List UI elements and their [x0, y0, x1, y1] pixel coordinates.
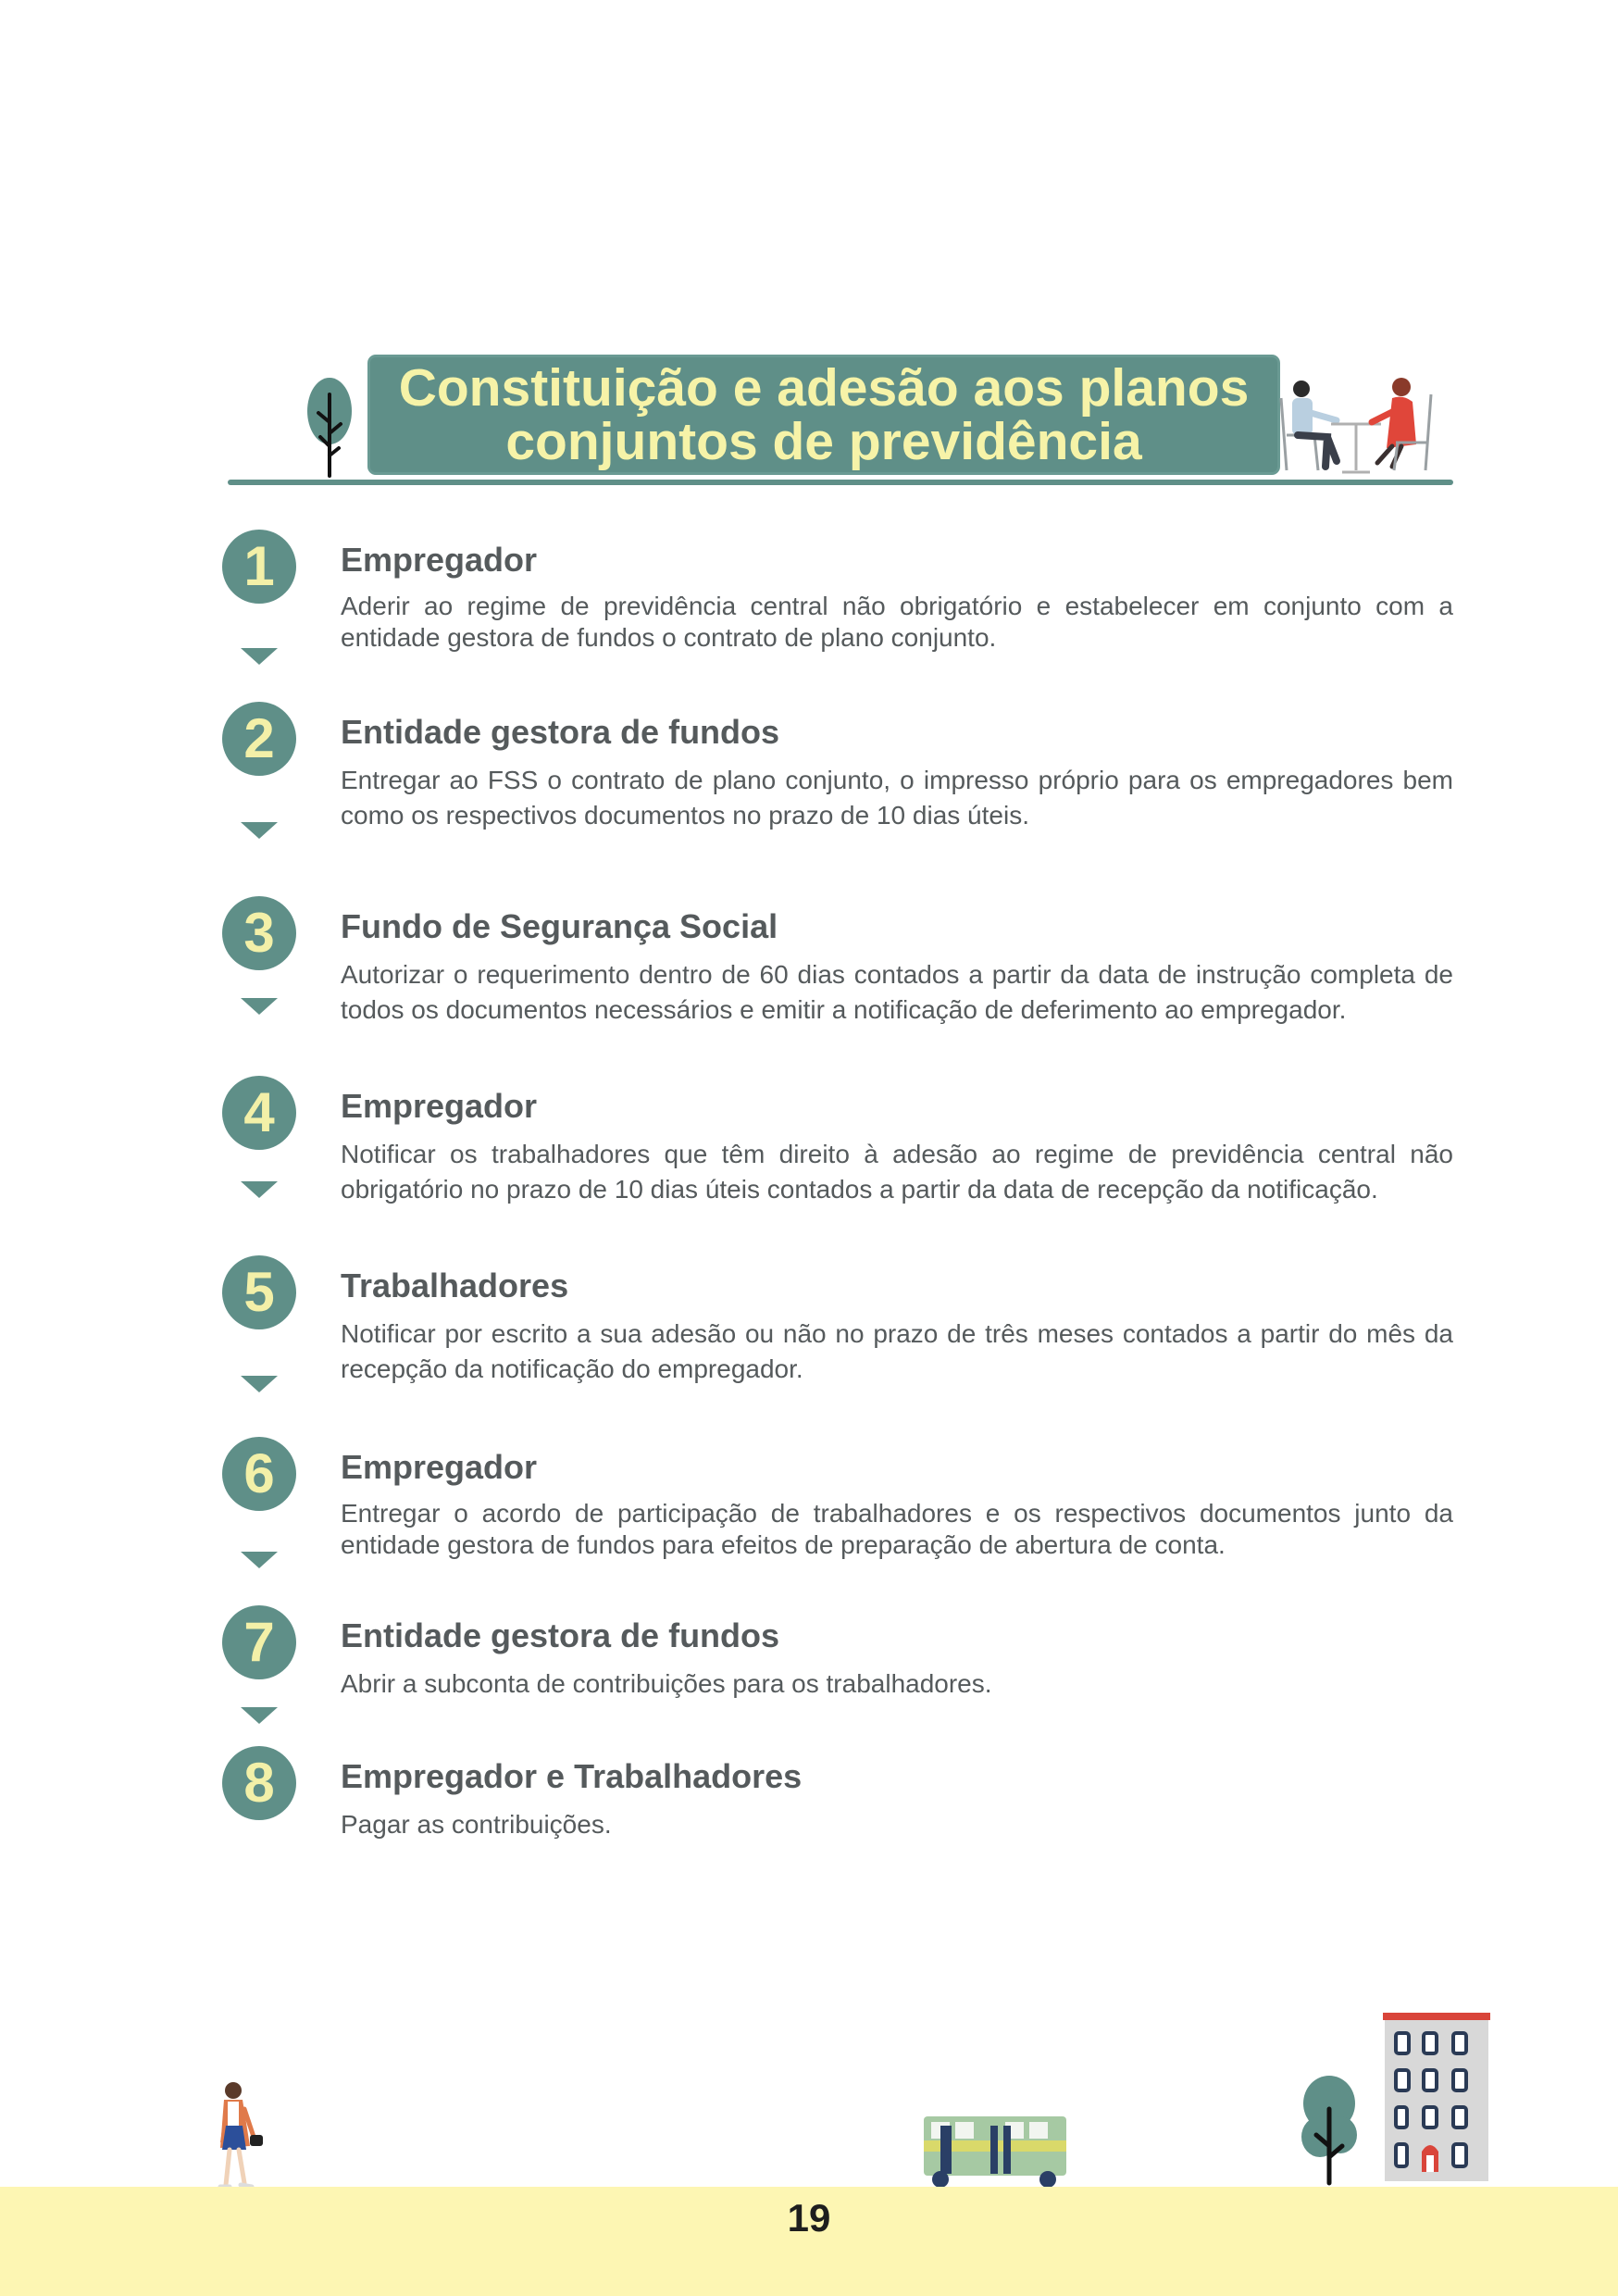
- page-title-line-1: Constituição e adesão aos planos: [398, 358, 1250, 418]
- step-number-badge: 4: [222, 1076, 296, 1150]
- step-description: Autorizar o requerimento dentro de 60 dias contados a partir da data de instrução completa de todos os documentos necessários e emitir a notificação de deferimento ao empregador.: [341, 960, 1453, 1024]
- step-description: Notificar os trabalhadores que têm direito à adesão ao regime de previdência central não obrigatório no prazo de 10 dias úteis contados a partir da data de recepção da notificação.: [341, 1140, 1453, 1204]
- step-description: Entregar o acordo de participação de trabalhadores e os respectivos documentos junto da entidade gestora de fundos para efeitos de preparação de abertura de conta.: [341, 1499, 1453, 1559]
- cafe-people-illustration: [1277, 370, 1444, 481]
- step-description: Entregar ao FSS o contrato de plano conjunto, o impresso próprio para os empregadores bem como os respectivos documentos no prazo de 10 dias úteis.: [341, 766, 1453, 830]
- walking-woman-illustration: [202, 2081, 276, 2196]
- banner-underline: [228, 480, 1453, 485]
- page-number: 19: [787, 2196, 831, 2240]
- triangle-down-icon: [241, 1181, 278, 1198]
- step-description: Pagar as contribuições.: [341, 1810, 612, 1839]
- triangle-down-icon: [241, 1707, 278, 1724]
- step-description: Notificar por escrito a sua adesão ou não no prazo de três meses contados a partir do mês da recepção da notificação do empregador.: [341, 1319, 1453, 1383]
- triangle-down-icon: [241, 822, 278, 839]
- step-number-badge: 8: [222, 1746, 296, 1820]
- step-number-badge: 7: [222, 1605, 296, 1679]
- step-number-badge: 2: [222, 702, 296, 776]
- step-number-badge: 1: [222, 530, 296, 604]
- page-title: [370, 357, 1277, 472]
- step-description: Abrir a subconta de contribuições para os trabalhadores.: [341, 1669, 992, 1698]
- tree-icon: [1298, 2072, 1363, 2187]
- triangle-down-icon: [241, 648, 278, 665]
- step-title: Entidade gestora de fundos: [341, 1616, 780, 1654]
- triangle-down-icon: [241, 1552, 278, 1568]
- step-title: Empregador: [341, 541, 538, 579]
- step-title: Trabalhadores: [341, 1267, 569, 1304]
- step-number-badge: 6: [222, 1437, 296, 1511]
- triangle-down-icon: [241, 998, 278, 1015]
- step-description: Aderir ao regime de previdência central não obrigatório e estabelecer em conjunto com a entidade gestora de fundos o contrato de plano conjunto.: [341, 592, 1453, 652]
- tree-icon: [304, 376, 355, 480]
- step-number-badge: 3: [222, 896, 296, 970]
- step-title: Empregador: [341, 1087, 538, 1125]
- step-title: Entidade gestora de fundos: [341, 713, 780, 751]
- bus-illustration: [922, 2113, 1068, 2190]
- step-title: Empregador: [341, 1448, 538, 1486]
- title-banner-section: [222, 343, 1453, 491]
- step-number-badge: 5: [222, 1255, 296, 1329]
- building-illustration: [1379, 2009, 1494, 2185]
- step-title: Empregador e Trabalhadores: [341, 1757, 803, 1795]
- step-title: Fundo de Segurança Social: [341, 907, 778, 945]
- triangle-down-icon: [241, 1376, 278, 1392]
- page-title-line-2: conjuntos de previdência: [505, 412, 1142, 471]
